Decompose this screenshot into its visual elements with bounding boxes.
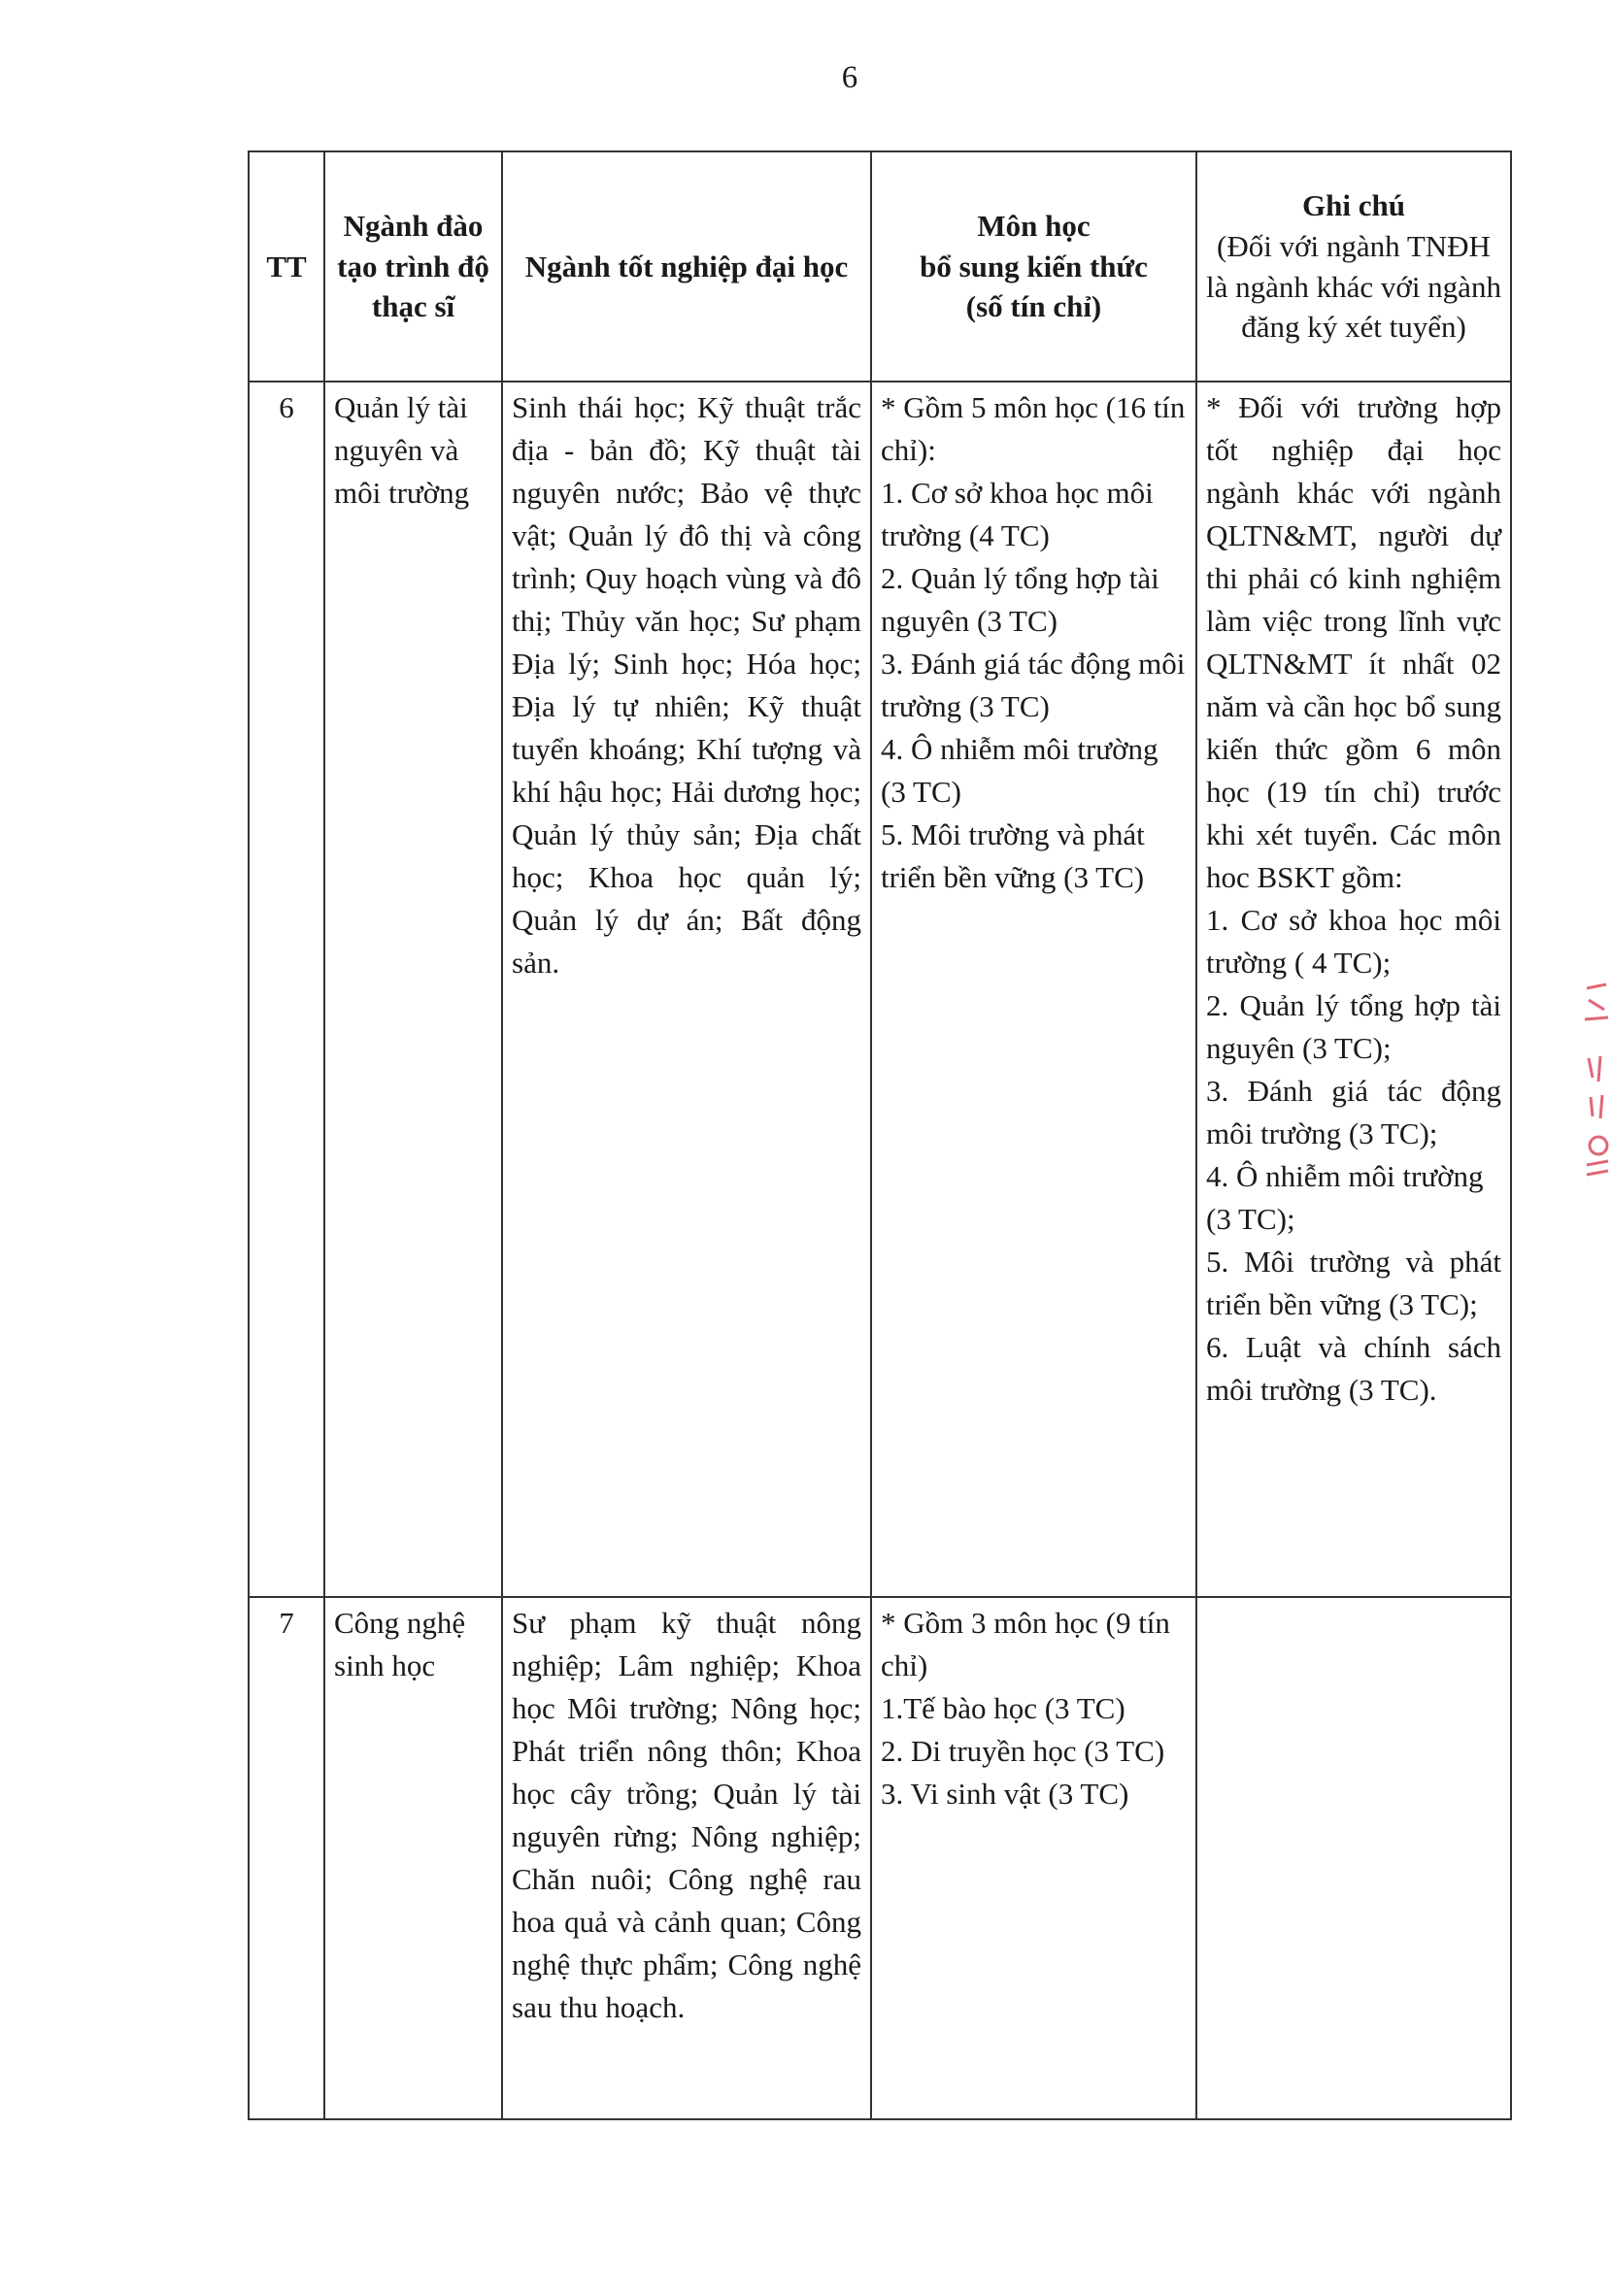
row-undergrad-majors: Sinh thái học; Kỹ thuật trắc địa - bản đồ; Kỹ thuật tài nguyên nước; Bảo vệ thực vật; Quản lý đô thị và công trình; Quy hoạch vùng và đô thị; Thủy văn học; Sư phạm Địa lý; Sinh học; Hóa học; Địa lý tự nhiên; Kỹ thuật tuyển khoáng; Khí tượng và khí hậu học; Hải dương học; Quản lý thủy sản; Địa chất học; Khoa học quản lý; Quản lý dự án; Bất động sản. [502, 382, 871, 1597]
notes-line: (3 TC); [1206, 1202, 1295, 1237]
supplement-line: 1. Cơ sở khoa học môi trường (4 TC) [881, 476, 1154, 553]
row-notes [1196, 382, 1511, 1597]
table-row [249, 1597, 1511, 2119]
stamp-fragment-icon [1581, 981, 1612, 1184]
supplement-course-table [248, 150, 1512, 2120]
row-undergrad-majors: Sư phạm kỹ thuật nông nghiệp; Lâm nghiệp; Khoa học Môi trường; Nông học; Phát triển nông thôn; Khoa học cây trồng; Quản lý tài nguyên rừng; Nông nghiệp; Chăn nuôi; Công nghệ rau hoa quả và cảnh quan; Công nghệ thực phẩm; Công nghệ sau thu hoạch. [502, 1597, 871, 2119]
notes-line: 6. Luật và chính sách môi trường (3 TC). [1206, 1330, 1501, 1408]
header-notes-subtitle: (Đối với ngành TNĐH là ngành khác với ngành đăng ký xét tuyển) [1206, 228, 1501, 345]
table-row [249, 382, 1511, 1597]
supplement-line: 3. Đánh giá tác động môi trường (3 TC) [881, 647, 1186, 724]
row-tt: 7 [249, 1597, 324, 2119]
supplement-line: 2. Di truyền học (3 TC) [881, 1734, 1165, 1769]
supplement-line: (3 TC) [881, 775, 961, 810]
supplement-line: 4. Ô nhiễm môi trường [881, 732, 1159, 767]
header-supplement-line: Môn học [977, 209, 1091, 244]
header-supplement-line: bổ sung kiến thức [920, 249, 1148, 283]
supplement-line: * Gồm 5 môn học (16 tín chỉ): [881, 390, 1186, 468]
notes-line: 2. Quản lý tổng hợp tài nguyên (3 TC); [1206, 988, 1501, 1066]
supplement-line: 5. Môi trường và phát triển bền vững (3 TC) [881, 817, 1145, 895]
header-master-major: Ngành đào tạo trình độ thạc sĩ [324, 151, 502, 382]
header-tt: TT [249, 151, 324, 382]
notes-line: 5. Môi trường và phát triển bền vững (3 TC); [1206, 1245, 1501, 1322]
row-notes-empty [1196, 1597, 1511, 2119]
header-supplement-line: (số tín chỉ) [965, 289, 1102, 324]
notes-line: 1. Cơ sở khoa học môi trường ( 4 TC); [1206, 903, 1501, 981]
header-undergrad-major: Ngành tốt nghiệp đại học [502, 151, 871, 382]
notes-line: * Đối với trường hợp tốt nghiệp đại học ngành khác với ngành QLTN&MT, người dự thi phải có kinh nghiệm làm việc trong lĩnh vực QLTN&MT ít nhất 02 năm và cần học bổ sung kiến thức gồm 6 môn học (19 tín chỉ) trước khi xét tuyển. Các môn hoc BSKT gồm: [1206, 390, 1501, 895]
supplement-line: 3. Vi sinh vật (3 TC) [881, 1777, 1129, 1812]
header-supplement [871, 151, 1196, 382]
page-number: 6 [841, 60, 858, 95]
supplement-line: 2. Quản lý tổng hợp tài nguyên (3 TC) [881, 561, 1159, 639]
row-supplement [871, 1597, 1196, 2119]
supplement-line: * Gồm 3 môn học (9 tín chỉ) [881, 1606, 1170, 1683]
header-notes [1196, 151, 1511, 382]
header-notes-title: Ghi chú [1302, 188, 1405, 223]
notes-line: 4. Ô nhiễm môi trường [1206, 1159, 1484, 1194]
stamp-mark-decoration [1581, 981, 1612, 1196]
notes-line: 3. Đánh giá tác động môi trường (3 TC); [1206, 1074, 1501, 1151]
row-master-major: Công nghệ sinh học [324, 1597, 502, 2119]
row-supplement [871, 382, 1196, 1597]
table-header-row [249, 151, 1511, 382]
supplement-line: 1.Tế bào học (3 TC) [881, 1691, 1125, 1726]
row-master-major: Quản lý tài nguyên và môi trường [324, 382, 502, 1597]
row-tt: 6 [249, 382, 324, 1597]
